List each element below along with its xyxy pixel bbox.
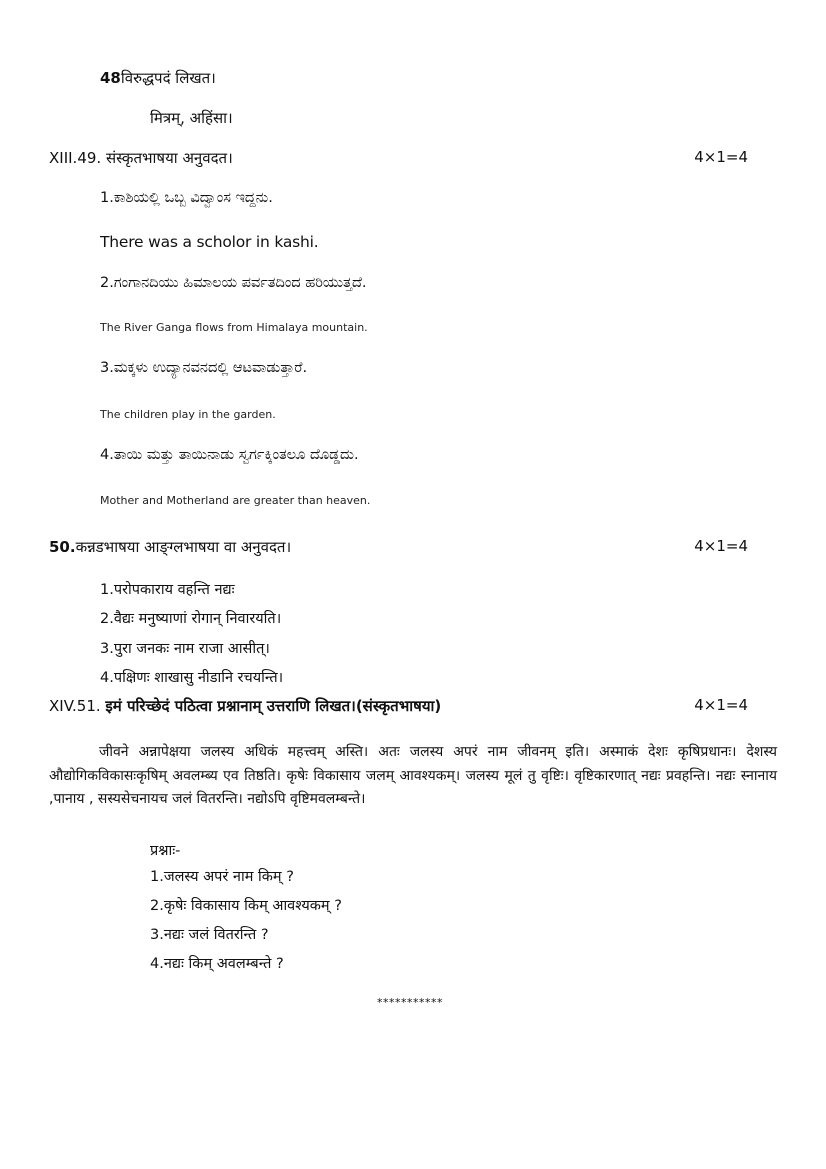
q49-item-3-kannada: 3.ಮಕ್ಕಳು ಉದ್ಯಾನವನದಲ್ಲಿ ಆಟವಾಡುತ್ತಾರೆ. bbox=[100, 360, 308, 376]
question-49-marks: 4×1=4 bbox=[694, 148, 748, 166]
question-48-number: 48 bbox=[100, 69, 121, 87]
q50-item-4: 4.पक्षिणः शाखासु नीडानि रचयन्ति। bbox=[100, 670, 284, 686]
q49-item-2-kannada: 2.ಗಂಗಾನದಿಯು ಹಿಮಾಲಯ ಪರ್ವತದಿಂದ ಹರಿಯುತ್ತದೆ. bbox=[100, 275, 367, 291]
q50-item-1: 1.परोपकाराय वहन्ति नद्यः bbox=[100, 582, 235, 598]
q51-question-2: 2.कृषेः विकासाय किम् आवश्यकम् ? bbox=[150, 898, 342, 914]
question-50-number: 50. bbox=[49, 538, 76, 556]
section-xiii-label: XIII. bbox=[49, 149, 78, 167]
question-49-number: 49. bbox=[77, 149, 106, 167]
question-50-title: कन्नडभाषया आङ्ग्लभाषया वा अनुवदत। bbox=[75, 538, 292, 556]
comprehension-passage: जीवने अन्नापेक्षया जलस्य अधिकं महत्त्वम् अस्ति। अतः जलस्य अपरं नाम जीवनम् इति। अस्माकं देशः कृषिप्रधानः। देशस्य औद्योगिकविकासःकृषिम् अवलम्ब्य एव तिष्ठति। कृषेः विकासाय जलम् आवश्यकम्। जलस्य मूलं तु वृष्टिः। वृष्टिकारणात् नद्यः प्रवहन्ति। नद्यः स्नानाय ,पानाय , सस्यसेचनायच जलं वितरन्ति। नद्योऽपि वृष्टिमवलम्बन्ते। bbox=[49, 744, 777, 807]
q51-question-3: 3.नद्यः जलं वितरन्ति ? bbox=[150, 927, 269, 943]
question-51-title: इमं परिच्छेदं पठित्वा प्रश्नानाम् उत्तराणि लिखत।(संस्कृतभाषया) bbox=[105, 697, 442, 715]
q49-item-1-english: There was a scholor in kashi. bbox=[100, 233, 319, 251]
question-51-heading bbox=[49, 696, 441, 716]
question-48-words: मित्रम्, अहिंसा। bbox=[150, 109, 233, 127]
question-51-number: 51. bbox=[76, 697, 106, 715]
question-50-marks: 4×1=4 bbox=[694, 537, 748, 555]
q49-item-4-kannada: 4.ತಾಯಿ ಮತ್ತು ತಾಯಿನಾಡು ಸ್ವರ್ಗಕ್ಕಿಂತಲೂ ದೊಡ್ಡದು. bbox=[100, 447, 359, 463]
question-51-marks: 4×1=4 bbox=[694, 696, 748, 714]
q49-item-2-english: The River Ganga flows from Himalaya mountain. bbox=[100, 321, 368, 334]
q50-item-3: 3.पुरा जनकः नाम राजा आसीत्। bbox=[100, 641, 270, 657]
q51-question-1: 1.जलस्य अपरं नाम किम् ? bbox=[150, 869, 294, 885]
q49-item-4-english: Mother and Motherland are greater than heaven. bbox=[100, 494, 371, 507]
q49-item-1-kannada: 1.ಕಾಶಿಯಲ್ಲಿ ಒಬ್ಬ ವಿದ್ವಾಂಸ ಇದ್ದನು. bbox=[100, 190, 273, 206]
question-49-title: संस्कृतभाषया अनुवदत। bbox=[105, 149, 233, 167]
q50-item-2: 2.वैद्यः मनुष्याणां रोगान् निवारयति। bbox=[100, 611, 282, 627]
question-50-heading bbox=[49, 537, 291, 557]
question-49-heading bbox=[49, 148, 233, 168]
questions-label: प्रश्नाः- bbox=[150, 843, 181, 859]
section-xiv-label: XIV. bbox=[49, 697, 77, 715]
question-48-heading bbox=[100, 68, 216, 88]
question-48-title: विरुद्धपदं लिखत। bbox=[120, 69, 216, 87]
end-of-paper-marker: *********** bbox=[377, 996, 443, 1009]
q51-question-4: 4.नद्यः किम् अवलम्बन्ते ? bbox=[150, 956, 284, 972]
q49-item-3-english: The children play in the garden. bbox=[100, 408, 276, 421]
